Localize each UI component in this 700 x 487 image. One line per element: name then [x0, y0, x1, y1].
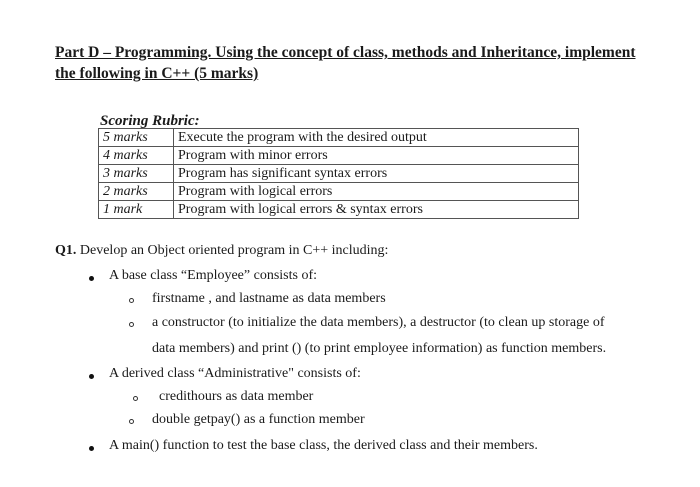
rubric-marks: 5 marks [99, 129, 174, 147]
question-title [55, 243, 388, 259]
question-text: Develop an Object oriented program in C++ including: [76, 243, 389, 258]
list-item: A main() function to test the base class, the derived class and their members. [109, 438, 538, 453]
list-item: A derived class “Administrative" consists of: [109, 366, 361, 381]
rubric-row [99, 201, 579, 219]
list-item: firstname , and lastname as data members [152, 291, 386, 306]
list-item-continued: data members) and print () (to print employee information) as function members. [152, 341, 607, 356]
sub-bullet-icon [133, 396, 138, 401]
heading-line-2: the following in C++ (5 marks) [55, 65, 259, 82]
rubric-row [99, 165, 579, 183]
rubric-row [99, 147, 579, 165]
question-label: Q1. [55, 243, 77, 258]
list-item: credithours as data member [159, 389, 314, 404]
rubric-marks: 4 marks [99, 147, 174, 165]
rubric-table [98, 128, 579, 219]
sub-bullet-icon [129, 322, 134, 327]
list-item: double getpay() as a function member [152, 412, 365, 427]
list-item: a constructor (to initialize the data members), a destructor (to clean up storage of [152, 315, 605, 330]
sub-bullet-icon [129, 298, 134, 303]
bullet-icon [89, 446, 94, 451]
section-heading [55, 42, 655, 84]
rubric-row [99, 129, 579, 147]
rubric-row [99, 183, 579, 201]
rubric-title: Scoring Rubric: [100, 113, 200, 129]
rubric-marks: 2 marks [99, 183, 174, 201]
rubric-desc: Execute the program with the desired output [174, 129, 579, 147]
rubric-desc: Program with minor errors [174, 147, 579, 165]
rubric-desc: Program has significant syntax errors [174, 165, 579, 183]
sub-bullet-icon [129, 419, 134, 424]
list-item: A base class “Employee” consists of: [109, 268, 318, 283]
bullet-icon [89, 276, 94, 281]
rubric-marks: 1 mark [99, 201, 174, 219]
rubric-marks: 3 marks [99, 165, 174, 183]
rubric-desc: Program with logical errors [174, 183, 579, 201]
heading-line-1: Part D – Programming. Using the concept of class, methods and Inheritance, implement [55, 44, 636, 61]
rubric-desc: Program with logical errors & syntax errors [174, 201, 579, 219]
bullet-icon [89, 374, 94, 379]
